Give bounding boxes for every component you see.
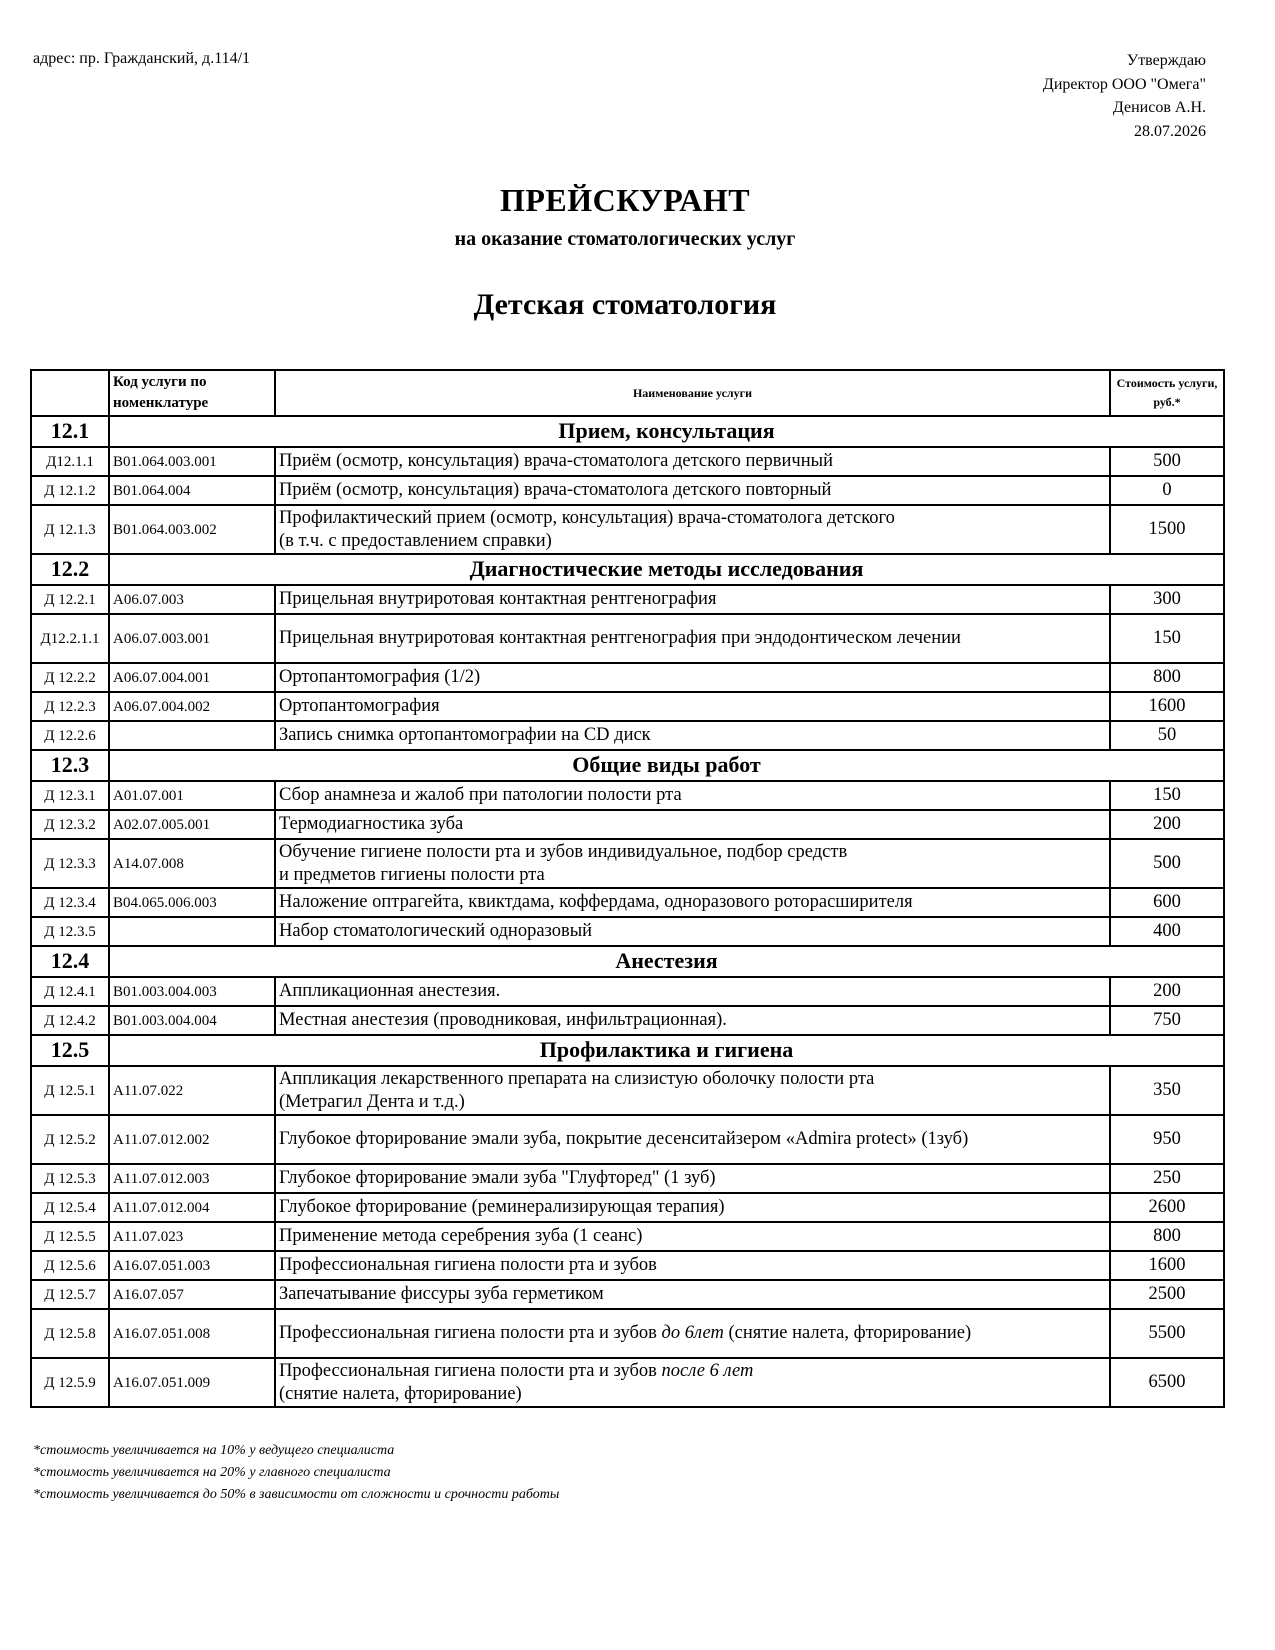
service-name-cell [275,977,1110,1006]
service-code: A11.07.012.002 [109,1115,275,1164]
service-id: Д 12.2.6 [31,721,109,750]
service-price: 800 [1110,663,1224,692]
service-price: 2500 [1110,1280,1224,1309]
service-id: Д 12.4.1 [31,977,109,1006]
service-id: Д 12.3.5 [31,917,109,946]
service-name: Глубокое фторирование эмали зуба, покрытие десенситайзером «Admira protect» (1зуб) [279,1129,969,1150]
service-name-cell [275,1222,1110,1251]
service-name: Набор стоматологический одноразовый [279,921,593,942]
table-row [31,663,1224,692]
service-price: 250 [1110,1164,1224,1193]
service-name-cell [275,663,1110,692]
service-id: Д 12.5.8 [31,1309,109,1358]
service-id: Д 12.2.3 [31,692,109,721]
service-name-cell [275,585,1110,614]
service-name-cell [275,810,1110,839]
service-price: 1500 [1110,505,1224,554]
header-name: Наименование услуги [275,370,1110,416]
service-name: Профессиональная гигиена полости рта и зубов [279,1361,662,1382]
service-code: A11.07.023 [109,1222,275,1251]
document-subtitle: на оказание стоматологических услуг [454,228,796,250]
table-row [31,1309,1224,1358]
service-code: A06.07.004.002 [109,692,275,721]
table-row [31,692,1224,721]
service-price: 950 [1110,1115,1224,1164]
service-code: B01.003.004.003 [109,977,275,1006]
service-id: Д 12.3.3 [31,839,109,888]
group-number: 12.4 [31,946,109,977]
table-row [31,1193,1224,1222]
table-row [31,505,1224,554]
group-number: 12.2 [31,554,109,585]
service-name-line2: (снятие налета, фторирование) [279,1383,522,1404]
service-name: Приём (осмотр, консультация) врача-стоматолога детского повторный [279,480,832,501]
service-name-age: после 6 лет [661,1361,754,1382]
footnote: *стоимость увеличивается на 10% у ведущего специалиста [33,1443,395,1458]
service-code: A16.07.057 [109,1280,275,1309]
service-id: Д12.1.1 [31,447,109,476]
service-price: 400 [1110,917,1224,946]
service-name-cell [275,505,1110,554]
service-code: A02.07.005.001 [109,810,275,839]
table-row [31,447,1224,476]
service-price: 150 [1110,614,1224,663]
service-code: A16.07.051.008 [109,1309,275,1358]
group-number: 12.3 [31,750,109,781]
service-name-cell [275,1164,1110,1193]
table-row [31,1358,1224,1407]
service-price: 300 [1110,585,1224,614]
table-row [31,888,1224,917]
service-name: Наложение оптрагейта, квиктдама, коффердама, одноразового роторасширителя [279,892,913,913]
group-row [31,1035,1224,1066]
service-code: A11.07.022 [109,1066,275,1115]
service-price: 1600 [1110,692,1224,721]
header-id-cell [31,370,109,416]
service-name: Ортопантомография [279,696,440,717]
group-row [31,416,1224,447]
service-price: 1600 [1110,1251,1224,1280]
service-name: Глубокое фторирование (реминерализирующая терапия) [279,1197,725,1218]
service-code: B01.064.003.002 [109,505,275,554]
service-name: Ортопантомография (1/2) [279,667,481,688]
table-row [31,1006,1224,1035]
service-name-cell [275,781,1110,810]
section-title: Детская стоматология [473,288,777,321]
group-name: Профилактика и гигиена [109,1035,1224,1066]
footnote: *стоимость увеличивается на 20% у главного специалиста [33,1465,391,1480]
service-name: Аппликационная анестезия. [279,981,501,1002]
service-code: A11.07.012.003 [109,1164,275,1193]
table-row [31,721,1224,750]
service-code: A14.07.008 [109,839,275,888]
service-price: 200 [1110,977,1224,1006]
table-row [31,1115,1224,1164]
service-name: Запечатывание фиссуры зуба герметиком [279,1284,604,1305]
table-row [31,1280,1224,1309]
service-code: B01.003.004.004 [109,1006,275,1035]
group-name: Общие виды работ [109,750,1224,781]
service-id: Д 12.5.9 [31,1358,109,1407]
service-price: 500 [1110,447,1224,476]
service-id: Д 12.2.1 [31,585,109,614]
group-row [31,750,1224,781]
service-code: A06.07.003.001 [109,614,275,663]
service-code: A06.07.004.001 [109,663,275,692]
service-id: Д 12.5.1 [31,1066,109,1115]
service-id: Д 12.1.2 [31,476,109,505]
service-name: Местная анестезия (проводниковая, инфильтрационная). [279,1010,727,1031]
service-id: Д 12.4.2 [31,1006,109,1035]
service-name: Сбор анамнеза и жалоб при патологии полости рта [279,785,682,806]
service-code: B01.064.003.001 [109,447,275,476]
service-name-cell [275,721,1110,750]
service-name: Термодиагностика зуба [279,814,464,835]
group-name: Диагностические методы исследования [109,554,1224,585]
service-id: Д 12.3.2 [31,810,109,839]
table-row [31,1222,1224,1251]
service-name-cell [275,447,1110,476]
service-name: Профессиональная гигиена полости рта и зубов [279,1255,657,1276]
service-code: A11.07.012.004 [109,1193,275,1222]
group-number: 12.5 [31,1035,109,1066]
service-name-cell [275,1193,1110,1222]
table-row [31,1251,1224,1280]
document-title: ПРЕЙСКУРАНТ [499,182,751,218]
service-name-cell [275,692,1110,721]
service-code [109,917,275,946]
approval-block [1043,49,1206,143]
service-name: Профессиональная гигиена полости рта и зубов [279,1323,662,1344]
group-row [31,946,1224,977]
service-id: Д 12.5.6 [31,1251,109,1280]
service-name-line2: (в т.ч. с предоставлением справки) [279,530,552,551]
table-row [31,1164,1224,1193]
service-name-suffix: (снятие налета, фторирование) [723,1323,972,1344]
service-price: 0 [1110,476,1224,505]
service-name-line2: и предметов гигиены полости рта [279,864,545,885]
service-name-cell [275,1251,1110,1280]
service-name-cell [275,1066,1110,1115]
service-code: B01.064.004 [109,476,275,505]
service-name-cell [275,1006,1110,1035]
table-row [31,781,1224,810]
service-price: 50 [1110,721,1224,750]
service-id: Д12.2.1.1 [31,614,109,663]
header-code: Код услуги по номенклатуре [109,370,275,416]
group-number: 12.1 [31,416,109,447]
service-name: Запись снимка ортопантомографии на CD диск [279,725,651,746]
footnote: *стоимость увеличивается до 50% в зависимости от сложности и срочности работы [33,1487,560,1502]
table-row [31,839,1224,888]
table-row [31,1066,1224,1115]
service-name: Глубокое фторирование эмали зуба "Глуфторед" (1 зуб) [279,1168,716,1189]
service-name-cell [275,839,1110,888]
service-code [109,721,275,750]
service-name: Профилактический прием (осмотр, консультация) врача-стоматолога детского [279,508,895,529]
service-name-line2: (Метрагил Дента и т.д.) [279,1091,465,1112]
service-price: 2600 [1110,1193,1224,1222]
service-name: Приём (осмотр, консультация) врача-стоматолога детского первичный [279,451,833,472]
table-row [31,810,1224,839]
service-name-cell [275,888,1110,917]
price-table [30,369,1225,1408]
header-price: Стоимость услуги, руб.* [1110,370,1224,416]
service-price: 6500 [1110,1358,1224,1407]
service-code: A06.07.003 [109,585,275,614]
service-name: Прицельная внутриротовая контактная рентгенография при эндодонтическом лечении [279,628,961,649]
approval-position: Директор ООО "Омега" [1042,75,1206,93]
table-row [31,917,1224,946]
approval-label: Утверждаю [1126,52,1206,69]
service-id: Д 12.5.5 [31,1222,109,1251]
service-id: Д 12.5.3 [31,1164,109,1193]
service-id: Д 12.5.7 [31,1280,109,1309]
service-name: Обучение гигиене полости рта и зубов индивидуальное, подбор средств [279,842,848,863]
service-id: Д 12.3.1 [31,781,109,810]
table-row [31,614,1224,663]
service-id: Д 12.2.2 [31,663,109,692]
service-name-cell [275,1358,1110,1407]
service-code: A16.07.051.009 [109,1358,275,1407]
footnotes [33,1440,559,1506]
service-price: 500 [1110,839,1224,888]
table-row [31,585,1224,614]
service-price: 600 [1110,888,1224,917]
service-price: 150 [1110,781,1224,810]
service-code: A16.07.051.003 [109,1251,275,1280]
group-name: Анестезия [109,946,1224,977]
service-name-cell [275,614,1110,663]
service-name: Применение метода серебрения зуба (1 сеанс) [279,1226,643,1247]
group-row [31,554,1224,585]
table-row [31,476,1224,505]
service-name-cell [275,1309,1110,1358]
service-name-cell [275,476,1110,505]
group-name: Прием, консультация [109,416,1224,447]
service-id: Д 12.5.2 [31,1115,109,1164]
service-code: A01.07.001 [109,781,275,810]
service-price: 200 [1110,810,1224,839]
service-name-cell [275,1280,1110,1309]
service-price: 750 [1110,1006,1224,1035]
table-header-row [31,370,1224,416]
service-price: 5500 [1110,1309,1224,1358]
table-row [31,977,1224,1006]
service-name: Аппликация лекарственного препарата на слизистую оболочку полости рта [279,1069,875,1090]
service-id: Д 12.5.4 [31,1193,109,1222]
service-name: Прицельная внутриротовая контактная рентгенография [279,589,717,610]
clinic-address: адрес: пр. Гражданский, д.114/1 [33,50,251,67]
service-name-age: до 6лет [661,1323,724,1344]
service-name-cell [275,917,1110,946]
approval-signatory: Денисов А.Н. [1112,99,1206,116]
service-id: Д 12.1.3 [31,505,109,554]
service-price: 800 [1110,1222,1224,1251]
approval-date: 28.07.2026 [1134,122,1206,140]
service-id: Д 12.3.4 [31,888,109,917]
service-code: B04.065.006.003 [109,888,275,917]
service-price: 350 [1110,1066,1224,1115]
service-name-cell [275,1115,1110,1164]
